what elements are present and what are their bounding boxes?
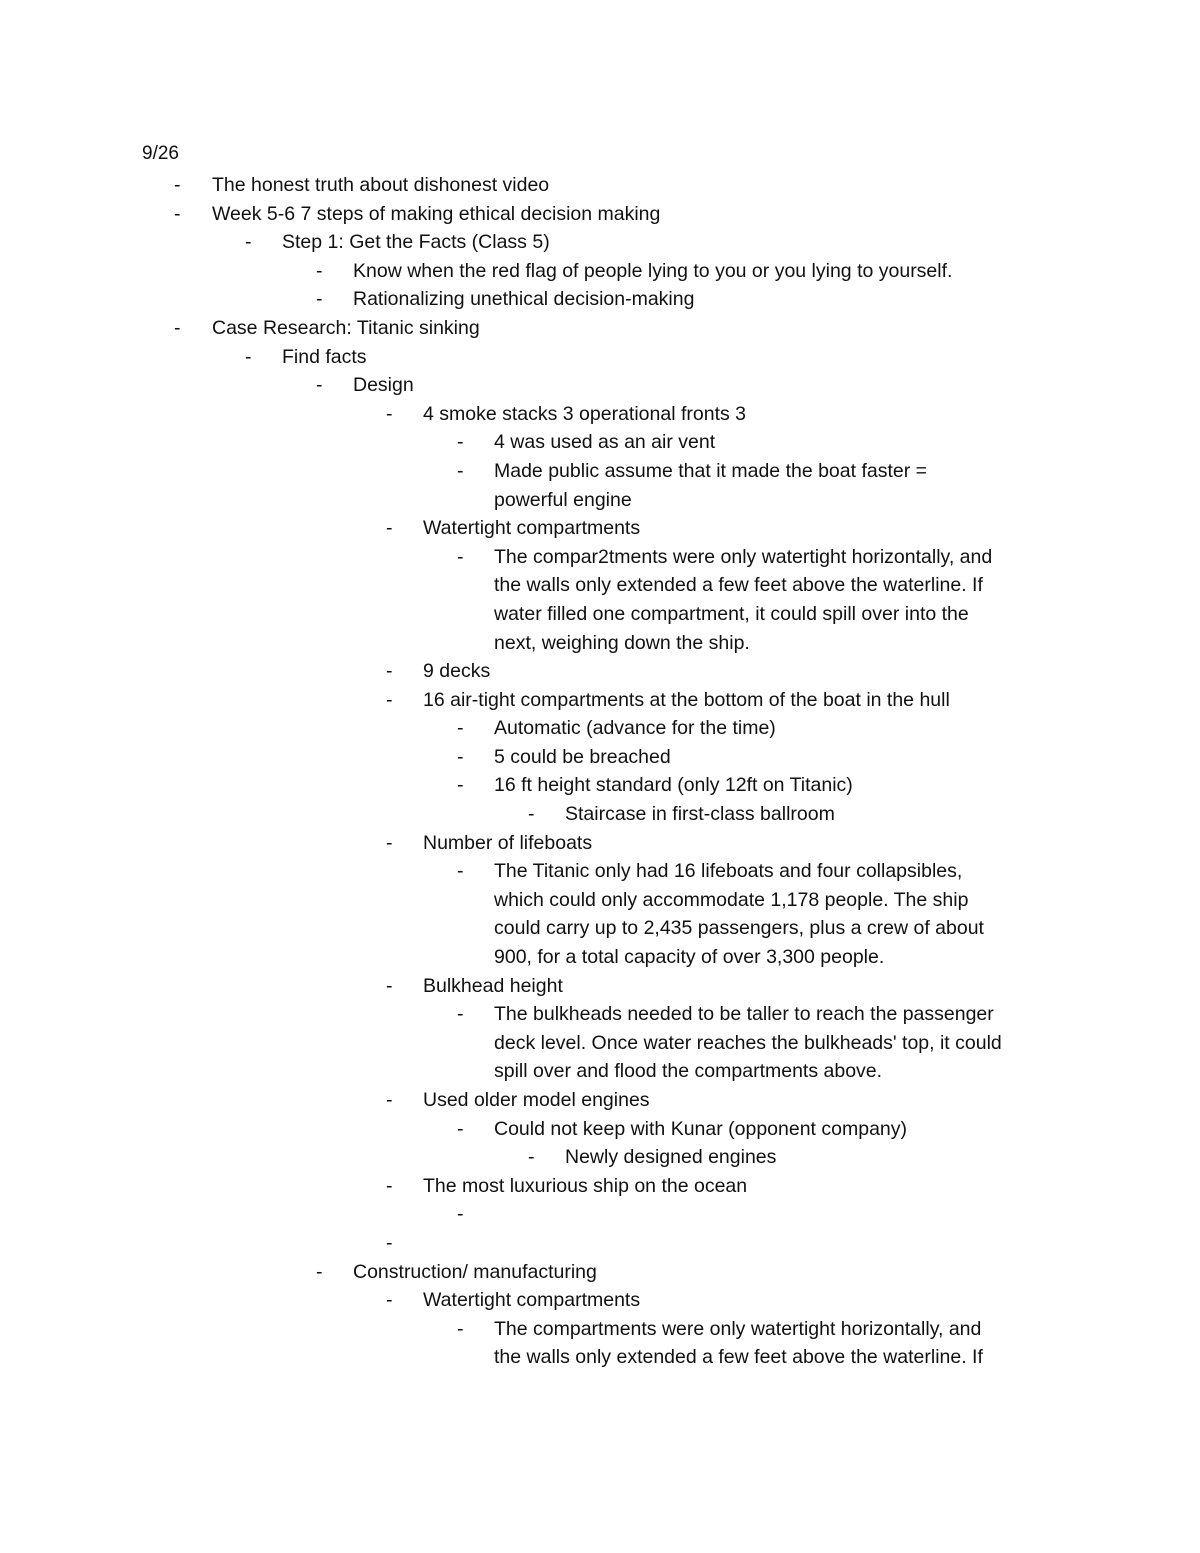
list-item-text: powerful engine <box>494 488 632 511</box>
dash-bullet: - <box>386 517 393 540</box>
list-item-text: Number of lifeboats <box>423 831 593 854</box>
list-item-text: The honest truth about dishonest video <box>212 174 550 196</box>
dash-bullet: - <box>316 288 323 311</box>
list-item-text: The bulkheads needed to be taller to reach the passenger <box>494 1003 994 1026</box>
dash-bullet: - <box>316 374 323 397</box>
list-item-text: The Titanic only had 16 lifeboats and four collapsibles, <box>494 860 963 883</box>
dash-bullet: - <box>174 174 181 196</box>
list-item-continuation <box>0 571 1200 600</box>
list-item-text: Staircase in first-class ballroom <box>565 803 835 826</box>
dash-bullet: - <box>386 402 393 425</box>
list-item-text: 16 air-tight compartments at the bottom of the boat in the hull <box>423 688 950 711</box>
list-item-text: Bulkhead height <box>423 974 563 997</box>
dash-bullet: - <box>386 831 393 854</box>
list-item <box>0 1000 1200 1029</box>
list-item <box>0 972 1200 1001</box>
list-item-text: 9 decks <box>423 660 491 683</box>
list-item <box>0 1315 1200 1344</box>
list-item <box>0 1286 1200 1315</box>
dash-bullet: - <box>386 688 393 711</box>
list-item-text: 4 was used as an air vent <box>494 431 716 454</box>
list-item-text: The compar2tments were only watertight horizontally, and <box>494 545 993 568</box>
list-item <box>0 285 1200 314</box>
dash-bullet: - <box>174 316 181 339</box>
list-item-text: 900, for a total capacity of over 3,300 people. <box>494 946 885 969</box>
dash-bullet: - <box>457 1317 464 1340</box>
note-date: 9/26 <box>142 143 179 164</box>
list-item-text: Made public assume that it made the boat faster = <box>494 459 928 482</box>
list-item <box>0 1258 1200 1287</box>
list-item-text: Newly designed engines <box>565 1146 777 1169</box>
list-item-text: next, weighing down the ship. <box>494 631 750 654</box>
list-item-text: 4 smoke stacks 3 operational fronts 3 <box>423 402 746 425</box>
list-item-continuation <box>0 486 1200 515</box>
dash-bullet: - <box>386 1231 393 1254</box>
dash-bullet: - <box>386 1289 393 1312</box>
list-item-text: 5 could be breached <box>494 745 671 768</box>
list-item-text: The compartments were only watertight horizontally, and <box>494 1317 982 1340</box>
list-item-text: Construction/ manufacturing <box>353 1260 597 1283</box>
list-item <box>0 343 1200 372</box>
dash-bullet: - <box>457 860 464 883</box>
list-item <box>0 771 1200 800</box>
list-item-continuation <box>0 886 1200 915</box>
list-item <box>0 257 1200 286</box>
dash-bullet: - <box>245 231 252 254</box>
list-item-text: Rationalizing unethical decision-making <box>353 288 695 311</box>
list-item-text: Find facts <box>282 345 367 368</box>
bullet-outline <box>0 171 1200 1372</box>
list-item-text: Step 1: Get the Facts (Class 5) <box>282 231 550 254</box>
list-item-text: deck level. Once water reaches the bulkheads' top, it could <box>494 1031 1002 1054</box>
list-item <box>0 428 1200 457</box>
dash-bullet: - <box>386 660 393 683</box>
list-item-text: the walls only extended a few feet above the waterline. If <box>494 574 983 597</box>
dash-bullet: - <box>386 974 393 997</box>
list-item <box>0 457 1200 486</box>
dash-bullet: - <box>528 1146 535 1169</box>
list-item <box>0 371 1200 400</box>
list-item-continuation <box>0 1343 1200 1372</box>
dash-bullet: - <box>528 803 535 826</box>
list-item-text: the walls only extended a few feet above the waterline. If <box>494 1346 983 1369</box>
dash-bullet: - <box>457 459 464 482</box>
list-item <box>0 686 1200 715</box>
list-item-text: Watertight compartments <box>423 517 641 540</box>
dash-bullet: - <box>386 1089 393 1111</box>
list-item-text: The most luxurious ship on the ocean <box>423 1174 748 1197</box>
list-item <box>0 1200 1200 1229</box>
dash-bullet: - <box>457 431 464 454</box>
list-item <box>0 514 1200 543</box>
list-item <box>0 1143 1200 1172</box>
list-item-continuation <box>0 1057 1200 1086</box>
list-item-text: Design <box>353 374 414 397</box>
dash-bullet: - <box>457 1117 464 1140</box>
list-item <box>0 543 1200 572</box>
list-item <box>0 200 1200 229</box>
list-item <box>0 1229 1200 1258</box>
list-item <box>0 171 1200 200</box>
dash-bullet: - <box>457 745 464 768</box>
dash-bullet: - <box>457 1003 464 1026</box>
list-item-text: Know when the red flag of people lying to you or you lying to yourself. <box>353 259 953 282</box>
list-item-text: water filled one compartment, it could spill over into the <box>494 602 969 625</box>
list-item <box>0 800 1200 829</box>
list-item <box>0 743 1200 772</box>
dash-bullet: - <box>316 259 323 282</box>
list-item-text: Used older model engines <box>423 1089 650 1111</box>
list-item-text: which could only accommodate 1,178 people. The ship <box>494 888 969 911</box>
list-item <box>0 1115 1200 1144</box>
dash-bullet: - <box>386 1174 393 1197</box>
dash-bullet: - <box>457 717 464 740</box>
list-item <box>0 657 1200 686</box>
list-item-continuation <box>0 600 1200 629</box>
dash-bullet: - <box>457 1203 464 1226</box>
list-item-continuation <box>0 1029 1200 1058</box>
list-item <box>0 400 1200 429</box>
list-item <box>0 228 1200 257</box>
list-item <box>0 857 1200 886</box>
dash-bullet: - <box>457 774 464 797</box>
list-item <box>0 714 1200 743</box>
list-item <box>0 1086 1200 1115</box>
dash-bullet: - <box>174 202 181 225</box>
list-item-text: 16 ft height standard (only 12ft on Titanic) <box>494 774 853 797</box>
list-item-continuation <box>0 943 1200 972</box>
list-item-text: Watertight compartments <box>423 1289 641 1312</box>
list-item-text: Could not keep with Kunar (opponent company) <box>494 1117 908 1140</box>
list-item-continuation <box>0 629 1200 658</box>
dash-bullet: - <box>316 1260 323 1283</box>
list-item-text: Automatic (advance for the time) <box>494 717 776 740</box>
dash-bullet: - <box>457 545 464 568</box>
list-item <box>0 314 1200 343</box>
list-item <box>0 829 1200 858</box>
list-item-text: could carry up to 2,435 passengers, plus a crew of about <box>494 917 984 940</box>
list-item-continuation <box>0 914 1200 943</box>
list-item-text: Case Research: Titanic sinking <box>212 316 480 339</box>
list-item-text: spill over and flood the compartments above. <box>494 1060 883 1083</box>
dash-bullet: - <box>245 345 252 368</box>
list-item <box>0 1172 1200 1201</box>
list-item-text: Week 5-6 7 steps of making ethical decision making <box>212 202 661 225</box>
